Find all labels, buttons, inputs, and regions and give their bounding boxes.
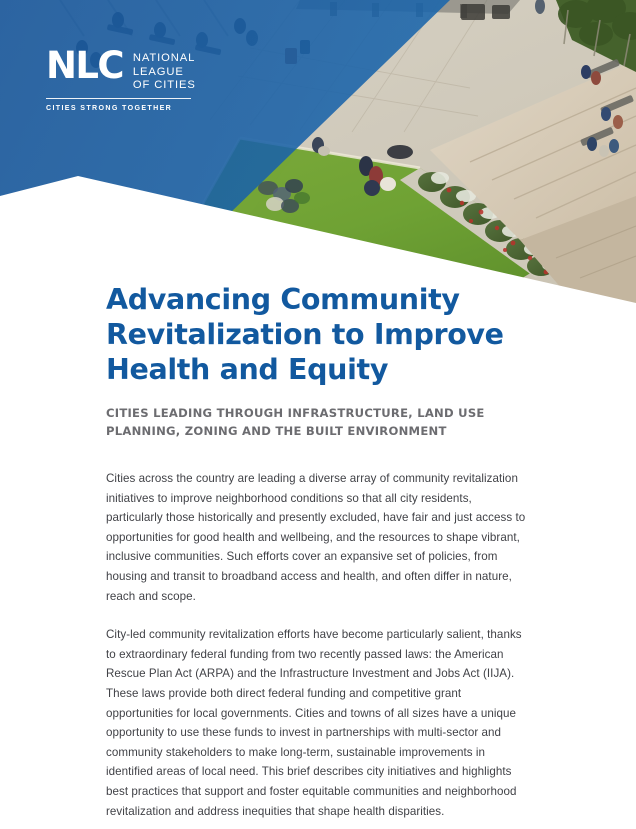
hero-banner	[0, 0, 636, 310]
body-paragraph-2: City-led community revitalization efforts have become particularly salient, thanks to extraordinary federal funding from two recently passed laws: the American Rescue Plan Act (ARPA) and the Infrastructure Investment and Jobs Act (IIJA). These laws provide both direct federal funding and competitive grant opportunities for local governments. Cities and towns of all sizes have a unique opportunity to use these funds to invest in partnerships with multi-sector and community stakeholders to make long-term, sustainable improvements in identified areas of local need. This brief describes city initiatives and highlights best practices that support and foster equitable communities and neighborhood revitalization and address inequities that shape health disparities.	[106, 628, 522, 818]
logo-word-of-cities: OF CITIES	[132, 79, 196, 92]
logo-lockup	[46, 44, 206, 93]
logo-mark-nlc: NLC	[46, 44, 123, 87]
document-content	[106, 282, 530, 821]
logo-word-national: NATIONAL	[132, 52, 196, 64]
body-paragraphs	[106, 469, 530, 821]
logo-tagline: CITIES STRONG TOGETHER	[46, 103, 173, 112]
logo-divider-rule	[46, 98, 191, 99]
nlc-logo[interactable]	[46, 44, 206, 112]
logo-word-league: LEAGUE	[132, 65, 184, 78]
page-title: Advancing Community Revitalization to Improve Health and Equity	[106, 283, 504, 386]
page-subtitle: CITIES LEADING THROUGH INFRASTRUCTURE, LAND USE PLANNING, ZONING AND THE BUILT ENVIRONMENT	[106, 406, 485, 438]
logo-wordmark	[133, 48, 196, 93]
body-paragraph-1: Cities across the country are leading a diverse array of community revitalization initiatives to improve neighborhood conditions so that all city residents, particularly those historically and presently excluded, have fair and just access to opportunities for good health and wellbeing, and the resources to shape vibrant, inclusive communities. Such efforts cover an expansive set of policies, from housing and transit to broadband access and health, and often differ in nature, reach and scope.	[106, 472, 526, 603]
